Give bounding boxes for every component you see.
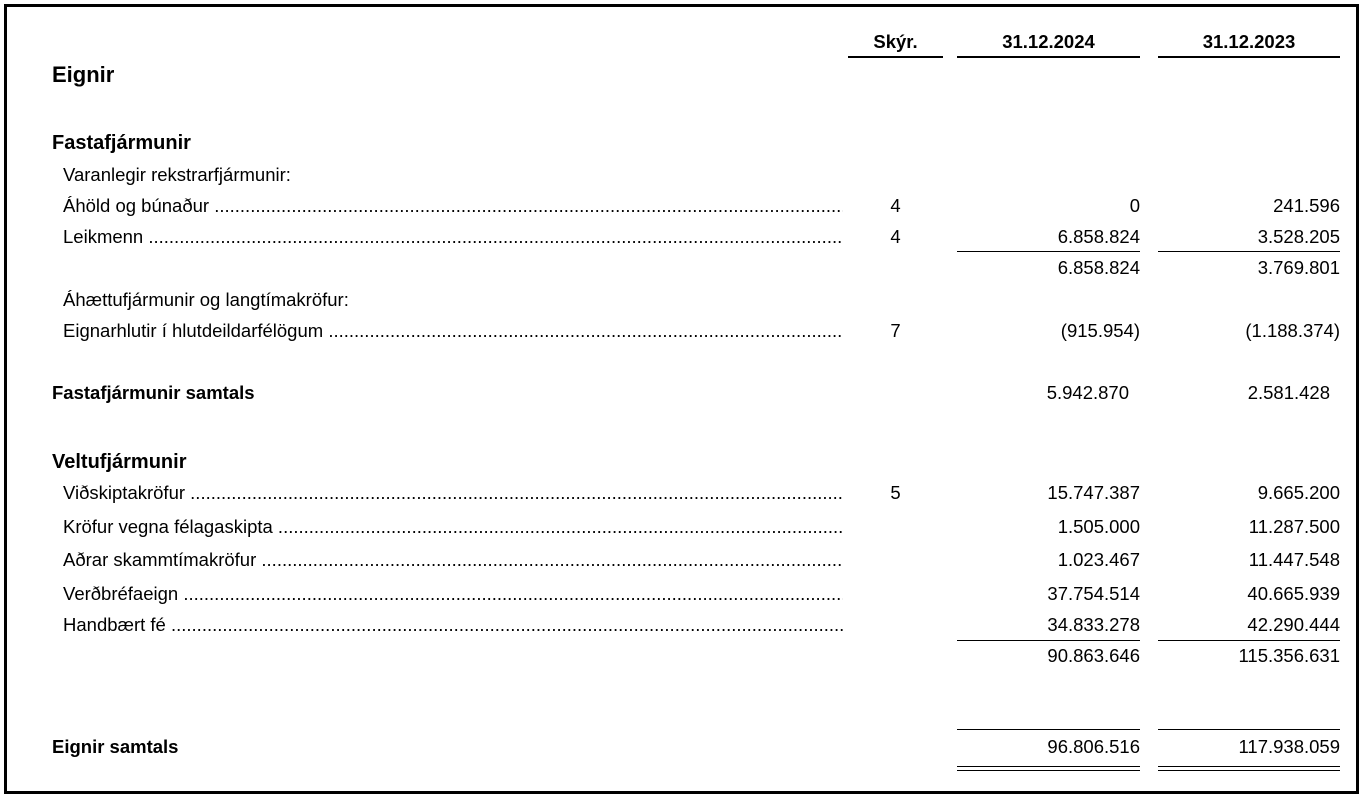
row-value-2023: 40.665.939 (1247, 583, 1340, 604)
row-label: Áhöld og búnaður ..... (63, 195, 843, 217)
fixed-assets-total-label: Fastafjármunir samtals (52, 382, 255, 403)
grand-total-top-rule-2023 (1158, 729, 1340, 730)
row-note: 5 (890, 482, 901, 503)
current-subtotal-2024: 90.863.646 (1047, 645, 1140, 666)
row-value-2024: 6.858.824 (1057, 226, 1140, 247)
row-label: Eignarhlutir í hlutdeildarfélögum ..... (63, 320, 843, 342)
year-2023-header: 31.12.2023 (1202, 31, 1296, 52)
row-value-2024: 34.833.278 (1047, 614, 1140, 635)
grand-total-2024: 96.806.516 (1047, 736, 1140, 757)
row-value-2024: 37.754.514 (1047, 583, 1140, 604)
row-label: Leikmenn ..... (63, 226, 843, 248)
grand-total-2023: 117.938.059 (1238, 736, 1340, 757)
row-value-2023: 9.665.200 (1257, 482, 1340, 503)
section-heading-fixed-assets: Fastafjármunir (52, 132, 191, 154)
subtotal-value-2024: 6.858.824 (1057, 257, 1140, 278)
row-label: Handbært fé ..... (63, 614, 843, 636)
row-label: Viðskiptakröfur ..... (63, 482, 843, 504)
subtotal-value-2023: 3.769.801 (1257, 257, 1340, 278)
grand-total-double-rule-2024 (957, 766, 1140, 771)
row-value-2023: 11.447.548 (1248, 549, 1340, 570)
statement-title: Eignir (52, 62, 115, 87)
grand-total-double-rule-2023 (1158, 766, 1340, 771)
year-2024-header: 31.12.2024 (1002, 31, 1095, 52)
row-note: 4 (890, 195, 901, 216)
row-value-2023: 3.528.205 (1257, 226, 1340, 247)
subtotal-rule-2024 (957, 251, 1140, 252)
subtotal-rule-2023 (1158, 640, 1340, 641)
row-label: Kröfur vegna félagaskipta ..... (63, 516, 843, 538)
row-label: Aðrar skammtímakröfur ..... (63, 549, 843, 571)
current-subtotal-2023: 115.356.631 (1238, 645, 1340, 666)
note-header-rule (848, 56, 943, 58)
row-value-2023: 11.287.500 (1248, 516, 1340, 537)
year-2023-header-rule (1158, 56, 1340, 58)
row-value-2024: 1.023.467 (1057, 549, 1140, 570)
row-value-2024: (915.954) (1060, 320, 1140, 341)
grand-total-label: Eignir samtals (52, 736, 179, 757)
row-note: 7 (890, 320, 901, 341)
row-label: Verðbréfaeign ..... (63, 583, 843, 605)
group-label-investments: Áhættufjármunir og langtímakröfur: (63, 289, 349, 310)
row-value-2024: 15.747.387 (1047, 482, 1140, 503)
grand-total-top-rule-2024 (957, 729, 1140, 730)
row-value-2023: 42.290.444 (1247, 614, 1340, 635)
row-value-2023: 241.596 (1273, 195, 1340, 216)
section-heading-current-assets: Veltufjármunir (52, 451, 187, 473)
note-column-header: Skýr. (873, 31, 918, 52)
group-label-ppe: Varanlegir rekstrarfjármunir: (63, 164, 291, 185)
subtotal-rule-2023 (1158, 251, 1340, 252)
subtotal-rule-2024 (957, 640, 1140, 641)
row-note: 4 (890, 226, 901, 247)
row-value-2024: 1.505.000 (1057, 516, 1140, 537)
fixed-assets-total-2023: 2.581.428 (1247, 382, 1330, 403)
year-2024-header-rule (957, 56, 1140, 58)
fixed-assets-total-2024: 5.942.870 (1046, 382, 1129, 403)
row-value-2024: 0 (1129, 195, 1140, 216)
row-value-2023: (1.188.374) (1245, 320, 1340, 341)
